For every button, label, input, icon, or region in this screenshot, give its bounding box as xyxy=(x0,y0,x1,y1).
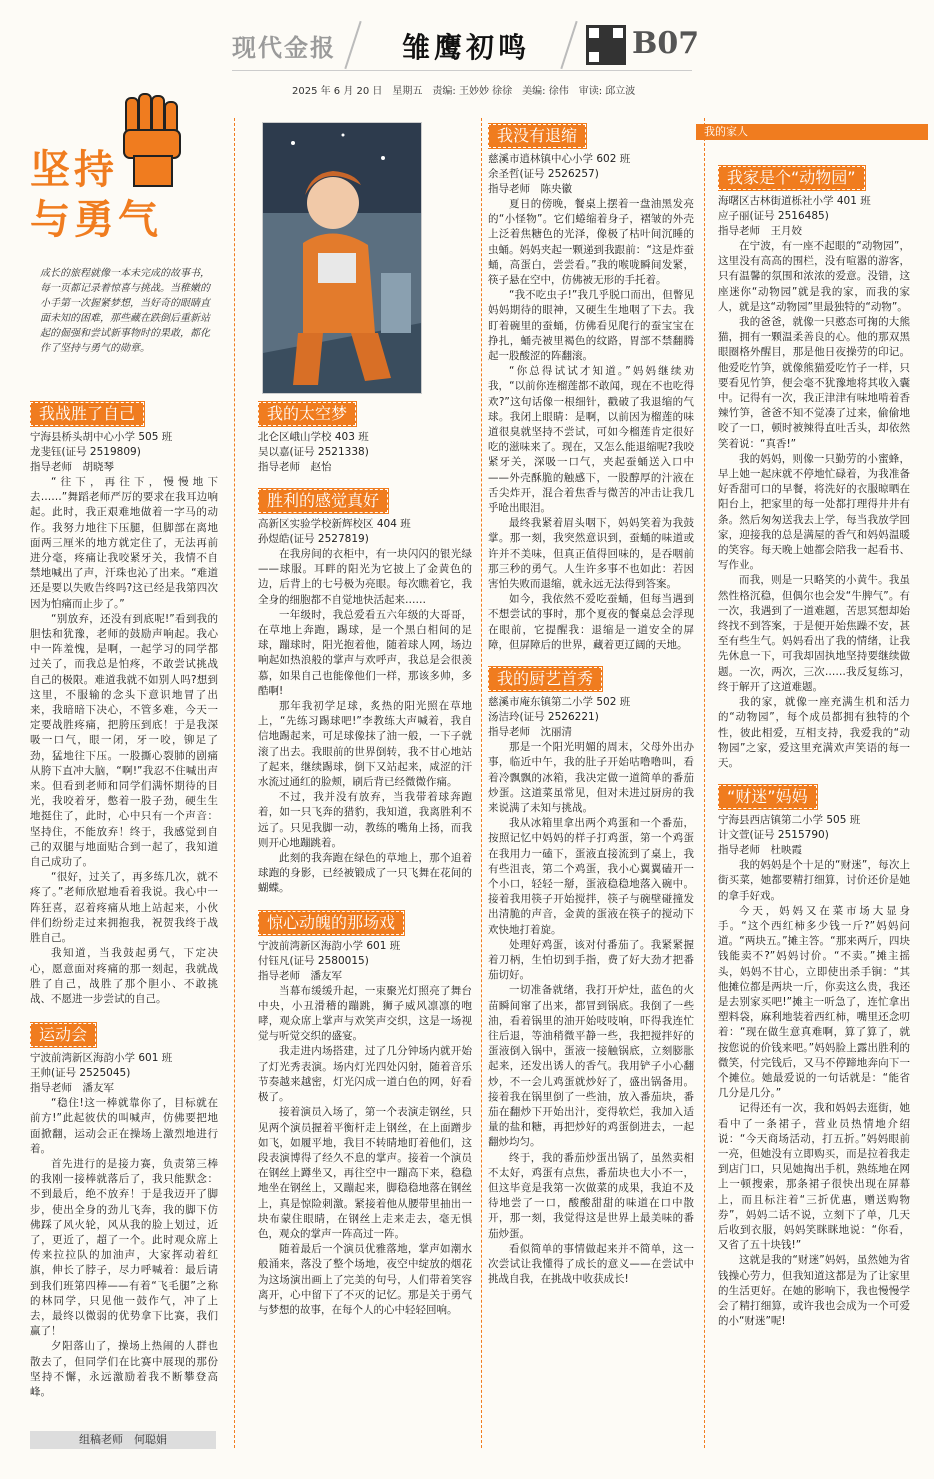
article xyxy=(488,118,694,653)
column-2 xyxy=(258,396,472,1456)
article-school: 慈溪市逍林镇中心小学 602 班 xyxy=(488,153,631,165)
article-title: 我战胜了自己 xyxy=(30,402,144,426)
paragraph: 如今，我依然不爱吃蚕蛹，但每当遇到不想尝试的事时，那个夏夜的餐桌总会浮现在眼前，它提醒我：退缩是一道安全的屏障，但屏障后的世界，藏着更辽阔的天地。 xyxy=(488,593,694,651)
paragraph: 我走进内场搭建，过了几分钟场内就开始了灯光秀表演。场内灯光四处闪射，随着音乐节奏越来越密，灯光闪成一道白色的网，好看极了。 xyxy=(258,1045,472,1104)
paragraph: 那是一个阳光明媚的周末，父母外出办事，临近中午，我的肚子开始咕噜噜叫，看着冷飘飘的冰箱，我决定做一道简单的番茄炒蛋。这道菜虽常见，但对未进过厨房的我来说满了未知与挑战。 xyxy=(488,741,694,814)
paragraph: 夏日的傍晚，餐桌上摆着一盘油黑发亮的“小怪物”。它们蜷缩着身子，褶皱的外壳上泛着焦糖色的光泽，像极了枯叶间沉睡的虫蛹。妈妈夹起一颗递到我跟前：“这是炸蚕蛹，高蛋白，尝尝看。”我的喉咙瞬间发紧，筷子悬在空中，仿佛被无形的手托着。 xyxy=(488,198,694,287)
article-author: 吴以嘉(证号 2521338) xyxy=(258,446,369,458)
paragraph: 此刻的我奔跑在绿色的草地上，那个追着球跑的身影，已经被锻成了一只飞舞在花间的蝴蝶。 xyxy=(258,852,472,895)
paragraph: 处理好鸡蛋，该对付番茄了。我紧紧握着刀柄，生怕切到手指，费了好大劲才把番茄切好。 xyxy=(488,938,694,982)
column-divider xyxy=(704,118,705,1448)
paragraph: “我不吃虫子!”我几乎脱口而出，但瞥见妈妈期待的眼神，又硬生生地咽了下去。我盯着碗里的蚕蛹，仿佛看见爬行的蚕宝宝在挣扎，蛹壳被里褐色的纹路，胃部不禁翻腾起一股酸涩的阵翻滚。 xyxy=(488,289,694,363)
raised-fist-icon xyxy=(118,90,190,190)
article-teacher: 指导老师 陈央徽 xyxy=(488,183,572,195)
article-title: “财迷”妈妈 xyxy=(718,785,817,809)
paragraph: 我的妈妈，则像一只勤劳的小蜜蜂，早上她一起床就不停地忙碌着，为我准备好香甜可口的早餐，将洗好的衣服晾晒在阳台上，把家里的每一处都打理得井井有条。然后匆匆送我去上学，每当我放学回家，迎接我的总是满屋的香气和妈妈温暖的笑容。每天晚上她都会陪我一起看书、写作业。 xyxy=(718,452,910,572)
paragraph: 一切准备就绪，我打开炉灶，蓝色的火苗瞬间窜了出来，都冒到锅底。我倒了一些油，看着锅里的油开始吱吱响，吓得我连忙往后退，等油稍微平静一些，我把搅拌好的蛋液倒入锅中，蛋液一接触锅底，立刻膨胀起来，还发出诱人的香气。我用铲子小心翻炒，不一会儿鸡蛋就炒好了，盛出锅备用。接着我在锅里倒了一些油，放入番茄块，番茄在翻炒下开始出汁，变得软烂，我加入适量的盐和糖，再把炒好的鸡蛋倒进去，一起翻炒均匀。 xyxy=(488,984,694,1149)
paragraph: 夕阳落山了，操场上热闹的人群也散去了，但同学们在比赛中展现的那份坚持不懈，永远激励着我不断攀登高峰。 xyxy=(30,1340,218,1398)
article xyxy=(718,160,910,771)
article-school: 北仑区峨山学校 403 班 xyxy=(258,431,369,443)
column-3 xyxy=(488,118,694,1458)
header-divider xyxy=(560,21,577,69)
paragraph: 一年级时，我总爱看五六年级的大哥哥，在草地上奔跑，踢球，是一个黑白相间的足球，蹦球时，阳光抱着他，随着球人网，场边响起如热浪般的掌声与欢呼声，我总是会很羡慕，如果自己也能像他们一样，那该多帅，多酷啊! xyxy=(258,608,472,697)
article-author: 龙斐钰(证号 2519809) xyxy=(30,446,141,458)
paper-name: 现代金报 xyxy=(232,34,336,62)
paragraph: 今天，妈妈又在菜市场大显身手。“这个西红柿多少钱一斤?”妈妈问道。“两块五。”摊主答。“那来两斤，四块钱能卖不?”妈妈讨价。“不卖。”摊主摇头，妈妈不甘心，立即使出杀手锏：“其他摊位都是两块一斤，你卖这么贵，我还是去别家买吧!”摊主一听急了，连忙拿出塑料袋，麻利地装着西红柿，嘴里还念叨着：“现在做生意真难啊，算了算了，就按您说的价钱来吧。”妈妈脸上露出胜利的微笑，付完钱后，又马不停蹄地奔向下一个摊位。她最爱说的一句话就是：“能省几分是几分。” xyxy=(718,904,910,1100)
article-title: 胜利的感觉真好 xyxy=(258,489,388,513)
article-teacher: 指导老师 潘友军 xyxy=(30,1082,114,1095)
article xyxy=(258,905,472,1318)
header-rule xyxy=(232,70,692,71)
article-author: 付钰凡(证号 2580015) xyxy=(258,954,369,967)
paragraph: 我的家，就像一座充满生机和活力的“动物园”，每个成员都拥有独特的个性，彼此相爱，互相支持，我爱我的“动物园”之家，爱这里充满欢声笑语的每一天。 xyxy=(718,696,910,769)
article-school: 宁海县桥头胡中心小学 505 班 xyxy=(30,431,173,443)
article xyxy=(718,779,910,1329)
theme-intro: 成长的旅程就像一本未完成的故事书，每一页都记录着惊喜与挑战。当稚嫩的小手第一次握紧梦想，当好奇的眼睛直面未知的困难，那些藏在跌倒后重新站起的倔强和尝试新事物时的果敢，都化作了坚持与勇气的勋章。 xyxy=(40,268,210,354)
article-title: 惊心动魄的那场戏 xyxy=(258,911,404,935)
article xyxy=(488,661,694,1287)
article-author: 应子丽(证号 2516485) xyxy=(718,210,829,222)
column-divider xyxy=(234,118,235,1448)
article-teacher: 指导老师 杜映霞 xyxy=(718,844,802,857)
header-divider xyxy=(344,21,361,69)
article-title: 运动会 xyxy=(30,1023,96,1047)
article-school: 慈溪市庵东镇第二小学 502 班 xyxy=(488,696,631,709)
paragraph: “你总得试试才知道。”妈妈继续劝我，“以前你连榴莲都不敢闻，现在不也吃得欢?”这句话像一根细针，戳破了我退缩的气球。我闭上眼睛：是啊，以前因为榴莲的味道很臭就坚持不尝试，可如今榴莲肯定很好吃的滋味来了。现在，又怎么能退缩呢?我咬紧牙关，深吸一口气，夹起蚕蛹送入口中——外壳酥脆的触感下，一股醇厚的汁液在舌尖炸开，混合着焦香与微苦的冲击让我几乎呛出眼泪。 xyxy=(488,365,694,515)
article-teacher: 指导老师 潘友军 xyxy=(258,969,342,982)
article-title: 我没有退缩 xyxy=(488,124,586,148)
article-author: 计文萱(证号 2515790) xyxy=(718,829,829,842)
paragraph: “往下，再往下，慢慢地下去……”舞蹈老师严厉的要求在我耳边响起。此时，我正艰难地做着一字马的动作。我努力地往下压腿，但脚部在离地面两三厘米的地方就定住了，无法再前进分毫，疼痛让我咬紧牙关，我情不自禁地喊出了声，汗珠也沁了出来。“难道还是要以失败告终吗?这已经是我第四次因为怕痛而止步了。” xyxy=(30,476,218,610)
article-school: 宁波前湾新区海韵小学 601 班 xyxy=(30,1052,173,1065)
qr-code-icon[interactable] xyxy=(586,25,626,65)
article-teacher: 指导老师 王月姣 xyxy=(718,225,802,237)
paragraph: 我知道，当我鼓起勇气，下定决心，愿意面对疼痛的那一刻起，我就战胜了自己，战胜了那个胆小、不敢挑战、不愿进一步尝试的自己。 xyxy=(30,947,218,1005)
article xyxy=(258,396,472,475)
space-dream-illustration xyxy=(262,122,422,394)
article-author: 王帅(证号 2525045) xyxy=(30,1067,131,1080)
page-number: B07 xyxy=(632,26,700,61)
article-author: 汤洁玲(证号 2526221) xyxy=(488,711,599,724)
paragraph: “别放弃，还没有到底呢!”看到我的胆怯和犹豫，老师的鼓励声响起。我心中一阵羞愧，是啊，一起学习的同学都过关了，而我总是怕疼，不敢尝试挑战自己的极限。难道我就不如别人吗?想到这里，不服输的念头下意识地冒了出来，我暗暗下决心，不管多难，今天一定要战胜疼痛，把胯压到底！于是我深吸一口气，眼一闭，牙一咬，铆足了劲，猛地往下压。一股撕心裂肺的剧痛从胯下直冲大脑，“啊!”我忍不住喊出声来。但看到老师和同学们满怀期待的目光，我咬着牙，憋着一股子劲，硬生生地挺住了，此时，心中只有一个声音：坚持住，不能放弃！终于，我感觉到自己的双腿与地面贴合到一起了，我知道自己成功了。 xyxy=(30,612,218,869)
paragraph: 终于，我的番茄炒蛋出锅了，虽然卖相不太好，鸡蛋有点焦，番茄块也大小不一，但这毕竟是我第一次做菜的成果，我迫不及待地尝了一口，酸酸甜甜的味道在口中散开，那一刻，我觉得这是世界上最美味的番茄炒蛋。 xyxy=(488,1151,694,1240)
article-school: 宁波前湾新区海韵小学 601 班 xyxy=(258,939,401,952)
article-school: 高新区实验学校新辉校区 404 班 xyxy=(258,518,411,530)
paragraph: “很好，过关了，再多练几次，就不疼了。”老师欣慰地看着我说。我心中一阵狂喜，忍着疼痛从地上站起来，小伙伴们纷纷走过来拥抱我，祝贺我终于战胜自己。 xyxy=(30,871,218,945)
paragraph: 首先进行的是接力赛，负责第三棒的我刚一接棒就落后了，我只能默念：不到最后，绝不放弃！于是我迈开了脚步，使出全身的劲儿飞奔，我的脚下仿佛踩了风火轮，风从我的脸上划过，近了，更近了，超了一个。此时观众席上传来拉拉队的加油声，大家挥动着红旗，伸长了脖子，尽力呼喊着：最后请到我们班第四棒——有着“飞毛腿”之称的林同学，只见他一鼓作气，冲了上去，最终以微弱的优势拿下比赛，我们赢了！ xyxy=(30,1157,218,1338)
column-title: 雏鹰初鸣 xyxy=(402,31,531,64)
paragraph: 我的妈妈是个十足的“财迷”，每次上街买菜，她都要精打细算，讨价还价是她的拿手好戏。 xyxy=(718,859,910,902)
paragraph: 不过，我并没有放弃，当我带着球奔跑着，如一只飞奔的猎豹，我知道，我离胜利不远了。只见我脚一动，教练的嘴角上扬，而我则开心地蹦跳着。 xyxy=(258,791,472,849)
paragraph: 接着演员入场了，第一个表演走钢丝，只见两个演员握着平衡杆走上钢丝，在上面蹭步如飞，如履平地，我目不转睛地盯着他们，这段表演博得了经久不息的掌声。接着一个演员在钢丝上蹲坐又，再往空中一蹦高下来，稳稳地坐在钢丝上，又蹦起来，脚稳稳地落在钢丝上，真是惊险刺激。紧接着他从腰带里抽出一块布蒙住眼睛，在钢丝上走来走去，毫无惧色，观众的掌声一阵高过一阵。 xyxy=(258,1106,472,1240)
editor-credit: 组稿老师 何聪娟 xyxy=(30,1431,216,1449)
column-1 xyxy=(30,396,218,1426)
article xyxy=(258,483,472,897)
paragraph: 当幕布缓缓升起，一束聚光灯照亮了舞台中央，小丑滑稽的蹦跳，狮子威风凛凛的咆哮，观众席上掌声与欢笑声交织，这是一场视觉与听觉交织的盛宴。 xyxy=(258,984,472,1043)
article-teacher: 指导老师 胡晓琴 xyxy=(30,461,114,473)
article-teacher: 指导老师 赵怡 xyxy=(258,461,332,473)
article-teacher: 指导老师 沈丽清 xyxy=(488,726,572,739)
paragraph: 而我，则是一只略笑的小黄牛。我虽然性格沉稳，但偶尔也会发“牛脾气”。有一次，我遇到了一道难题，苦思冥想却始终找不到答案，于是便开始焦躁不安，甚至有些生气。妈妈看出了我的情绪，让我先休息一下，可我却固执地坚持要继续做题。一次，两次，三次……我反复练习，终于解开了这道难题。 xyxy=(718,574,910,693)
paragraph: 我的爸爸，就像一只憨态可掬的大熊猫，拥有一颗温柔善良的心。他的那双黑眼圈格外醒目，那是他日夜操劳的印记。他爱吃竹笋，就像熊猫爱吃竹子一样，只要看见竹笋，便会毫不犹豫地将其收入囊中。记得有一次，我正津津有味地啃着香辣竹笋，爸爸不知不觉凑了过来，偷偷地咬了一口，顿时被辣得直吐舌头，却依然笑着说：“真香!” xyxy=(718,316,910,450)
paragraph: “稳住!这一棒就靠你了，目标就在前方!”此起彼伏的叫喊声，仿佛要把地面掀翻，运动会正在操场上激烈地进行着。 xyxy=(30,1097,218,1155)
paragraph: 在我房间的衣柜中，有一块闪闪的银光绿——球服。耳畔的阳光为它披上了金黄色的边，后背上的七号极为亮眼。每次瞧着它，我全身的细胞都不自觉地快活起来…… xyxy=(258,548,472,606)
paragraph: 这就是我的“财迷”妈妈，虽然她为省钱操心劳力，但我知道这都是为了让家里的生活更好。在她的影响下，我也慢慢学会了精打细算，或许我也会成为一个可爱的小“财迷”呢! xyxy=(718,1254,910,1328)
article xyxy=(30,1017,218,1400)
article xyxy=(30,396,218,1007)
theme-title-line2: 与勇气 xyxy=(30,196,162,243)
article-author: 孙煜皓(证号 2527819) xyxy=(258,533,369,545)
paragraph: 那年我初学足球，炙热的阳光照在草地上，“先练习踢球吧!”李教练大声喊着，我自信地踢起来，可足球像抹了油一般，一下子就滚了出去。我眼前的世界倒转，我不甘心地站了起来，继续踢球，倒下又站起来，咸涩的汗水流过通红的脸颊，刷后背已经微微作痛。 xyxy=(258,700,472,789)
column-4 xyxy=(718,160,910,1458)
paragraph: 随着最后一个演员优雅落地，掌声如潮水般涌来，落没了整个场地，夜空中绽放的烟花为这场演出画上了完美的句号，人们带着笑容离开，心中留下了不灭的记忆。那是关于勇气与梦想的故事，在每个人的心中轻轻回响。 xyxy=(258,1243,472,1316)
paragraph: 在宁波，有一座不起眼的“动物园”，这里没有高高的围栏，没有喧嚣的游客，只有温馨的氛围和浓浓的爱意。没错，这座迷你“动物园”就是我的家，而我的家人，就是这“动物园”里最独特的“动物”。 xyxy=(718,240,910,313)
article-school: 宁海县西店镇第二小学 505 班 xyxy=(718,814,861,827)
article-author: 余圣哲(证号 2526257) xyxy=(488,168,599,180)
section-tag: 我的家人 xyxy=(696,124,928,140)
paragraph: 最终我紧着眉头咽下，妈妈笑着为我鼓掌。那一刻，我突然意识到，蚕蛹的味道或许并不美味，但真正值得回味的，是吞咽前那三秒的勇气。人生许多事不也如此：若因害怕失败而退缩，就永远无法得到答案。 xyxy=(488,517,694,591)
article-title: 我的太空梦 xyxy=(258,402,356,426)
paragraph: 我从冰箱里拿出两个鸡蛋和一个番茄，按照记忆中妈妈的样子打鸡蛋，第一个鸡蛋在我用力一磕下，蛋液直接流到了桌上，我有些沮丧，第二个鸡蛋，我小心翼翼磕开一个小口，轻轻一掰，蛋液稳稳地落入碗中。接着我用筷子开始搅拌，筷子与碗壁碰撞发出清脆的声音，金黄的蛋液在筷子的搅动下欢快地打着旋。 xyxy=(488,817,694,936)
paragraph: 记得还有一次，我和妈妈去逛街，她看中了一条裙子，营业员热情地介绍说：“今天商场活动，打五折。”妈妈眼前一亮，但她没有立即购买，而是拉着我走到店门口，只见她掏出手机，熟练地在网上一顿搜索，那条裙子很快出现在屏幕上，而且标注着“三折优惠，赠送购物券”，妈妈二话不说，立刻下了单，几天后收到衣服，妈妈笑眯眯地说：“你看，又省了五十块钱!” xyxy=(718,1102,910,1252)
paragraph: 看似简单的事情做起来并不简单，这一次尝试让我懂得了成长的意义——在尝试中挑战自我，在挑战中收获成长! xyxy=(488,1242,694,1286)
article-title: 我家是个“动物园” xyxy=(718,166,865,190)
theme-title-line1: 坚持 xyxy=(30,146,118,193)
column-divider xyxy=(481,118,482,1448)
article-school: 海曙区古林街道栎社小学 401 班 xyxy=(718,195,871,207)
issue-info: 2025 年 6 月 20 日 星期五 责编: 王妙妙 徐徐 美编: 徐伟 审读: 邱立波 xyxy=(292,86,636,97)
article-title: 我的厨艺首秀 xyxy=(488,667,602,691)
